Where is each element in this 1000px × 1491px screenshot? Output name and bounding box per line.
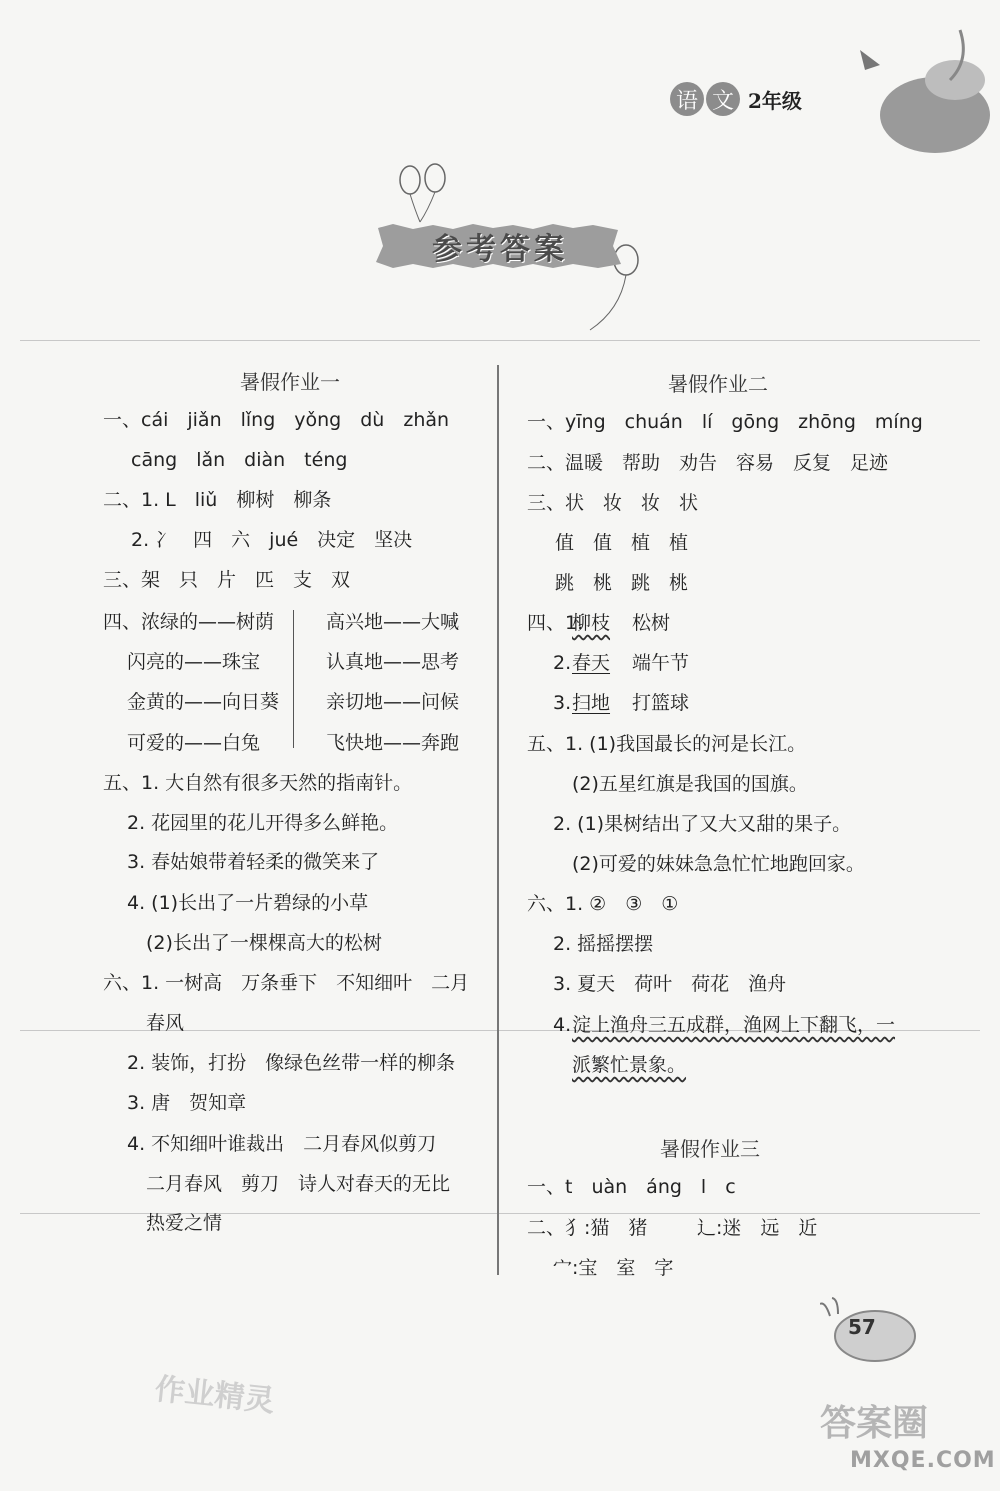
answer-line: 认真地——思考	[326, 651, 460, 673]
answer-line: 跳 桃 跳 桃	[555, 572, 689, 594]
subject-char-1: 语	[670, 82, 704, 116]
answer-line: 3. 夏天 荷叶 荷花 渔舟	[553, 973, 787, 995]
section-title-2: 暑假作业二	[668, 372, 768, 396]
answer-line: 派繁忙景象。	[572, 1054, 687, 1076]
top-rule	[20, 340, 980, 341]
answer-line: 2. 冫 四 六 jué 决定 坚决	[131, 529, 413, 551]
answer-line: (2)可爱的妹妹急急忙忙地跑回家。	[572, 853, 865, 875]
answer-line: 柳枝	[572, 612, 611, 634]
section-title-1: 暑假作业一	[240, 370, 340, 394]
answer-line: 四、浓绿的——树荫	[103, 611, 275, 633]
answer-line: 3. 春姑娘带着轻柔的微笑来了	[127, 851, 380, 873]
answer-line: 一、t uàn áng l c	[527, 1176, 736, 1198]
answer-line: 2. 摇摇摆摆	[553, 933, 654, 955]
watermark-logo-text: 答案圈	[820, 1403, 929, 1444]
answer-line: cāng lǎn diàn téng	[131, 449, 348, 471]
answer-line: 值 值 植 植	[555, 532, 689, 554]
answer-line: 亲切地——问候	[326, 691, 460, 713]
answer-line: 五、1. 大自然有很多天然的指南针。	[103, 772, 413, 794]
subject-char-2: 文	[706, 82, 740, 116]
answer-line: 2. 装饰，打扮 像绿色丝带一样的柳条	[127, 1052, 456, 1074]
answer-line: 二、温暖 帮助 劝告 容易 反复 足迹	[527, 452, 889, 474]
watermark-url: MXQE.COM	[850, 1448, 996, 1473]
answer-line: 金黄的——向日葵	[127, 691, 280, 713]
answer-line: 2.	[553, 652, 572, 674]
answer-line: 扫地	[572, 692, 611, 714]
answer-line: 飞快地——奔跑	[326, 732, 460, 754]
answer-line: 一、cái jiǎn lǐng yǒng dù zhǎn	[103, 409, 450, 431]
answer-line: 二、犭:猫 猪	[527, 1217, 648, 1239]
pairing-separator	[293, 610, 294, 748]
grade-label: 2年级	[748, 88, 802, 113]
answer-line: 三、架 只 片 匹 支 双	[103, 569, 351, 591]
answer-line: 可爱的——白兔	[127, 732, 261, 754]
page-number: 57	[848, 1315, 876, 1339]
banner-title: 参考答案	[432, 232, 568, 267]
answer-line: 4. 不知细叶谁裁出 二月春风似剪刀	[127, 1133, 437, 1155]
answer-line: 淀上渔舟三五成群，渔网上下翻飞，一	[572, 1014, 896, 1036]
answer-line: (2)长出了一棵棵高大的松树	[146, 932, 382, 954]
lotus-decoration-icon	[840, 20, 990, 170]
answer-line: 辶:迷 远 近	[697, 1217, 818, 1239]
answer-line: 3. 唐 贺知章	[127, 1092, 247, 1114]
answer-line: 2. (1)果树结出了又大又甜的果子。	[553, 813, 852, 835]
answer-line: 六、1. ② ③ ①	[527, 893, 679, 915]
answer-line: 四、1.	[527, 612, 584, 634]
answer-line: 六、1. 一树高 万条垂下 不知细叶 二月	[103, 972, 470, 994]
answer-line: 宀:宝 室 字	[553, 1257, 674, 1279]
answer-line: 2. 花园里的花儿开得多么鲜艳。	[127, 812, 399, 834]
answer-line: 春天	[572, 652, 611, 674]
column-divider	[497, 365, 499, 1275]
section-title-3: 暑假作业三	[660, 1137, 760, 1161]
answer-line: (2)五星红旗是我国的国旗。	[572, 773, 808, 795]
answer-line: 二月春风 剪刀 诗人对春天的无比	[146, 1173, 451, 1195]
answer-line: 三、状 妆 妆 状	[527, 492, 699, 514]
watermark-text: 作业精灵	[153, 1371, 277, 1420]
subject-badge	[670, 82, 802, 116]
answer-line: 热爱之情	[146, 1212, 223, 1234]
answer-line: 高兴地——大喊	[326, 611, 460, 633]
answer-line: 4. (1)长出了一片碧绿的小草	[127, 892, 369, 914]
answer-line: 松树	[632, 612, 671, 634]
answer-line: 一、yīng chuán lí gōng zhōng míng	[527, 411, 923, 433]
answer-line: 春风	[146, 1012, 185, 1034]
answer-line: 五、1. (1)我国最长的河是长江。	[527, 733, 807, 755]
answer-line: 3.	[553, 692, 572, 714]
answer-line: 端午节	[632, 652, 690, 674]
answer-line: 闪亮的——珠宝	[127, 651, 261, 673]
answer-line: 打篮球	[632, 692, 690, 714]
answer-line: 二、1. L liǔ 柳树 柳条	[103, 489, 332, 511]
answer-line: 4.	[553, 1014, 572, 1036]
